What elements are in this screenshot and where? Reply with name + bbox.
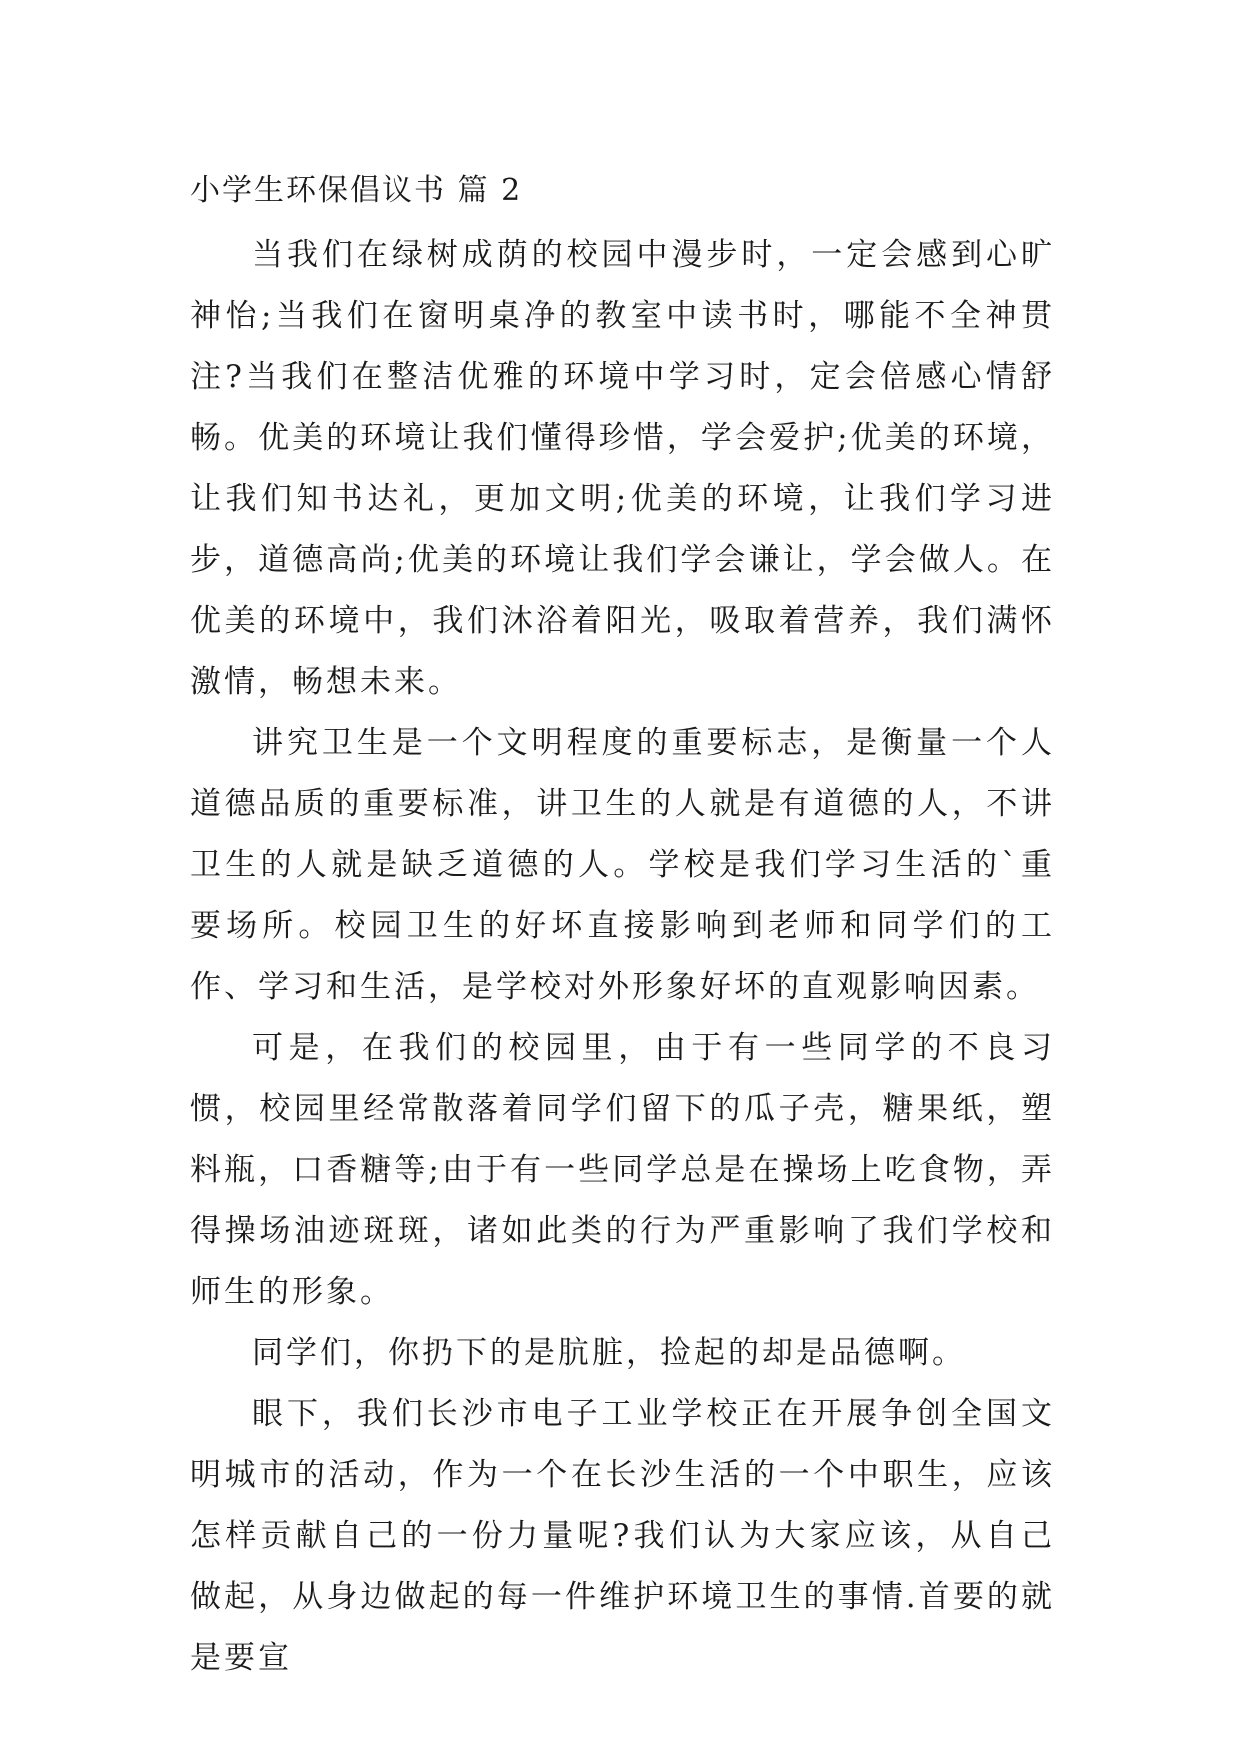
paragraph-3: 可是，在我们的校园里，由于有一些同学的不良习惯，校园里经常散落着同学们留下的瓜子壳，糖果纸，塑料瓶，口香糖等;由于有一些同学总是在操场上吃食物，弄得操场油迹斑斑，诸如此类的行为严重影响了我们学校和师生的形象。 bbox=[190, 1030, 1055, 1310]
paragraph-5: 眼下，我们长沙市电子工业学校正在开展争创全国文明城市的活动，作为一个在长沙生活的一个中职生，应该怎样贡献自己的一份力量呢?我们认为大家应该，从自己做起，从身边做起的每一件维护环境卫生的事情.首要的就是要宣 bbox=[190, 1396, 1055, 1676]
paragraph-4: 同学们，你扔下的是肮脏，捡起的却是品德啊。 bbox=[252, 1335, 966, 1371]
paragraph-1: 当我们在绿树成荫的校园中漫步时，一定会感到心旷神怡;当我们在窗明桌净的教室中读书时，哪能不全神贯注?当我们在整洁优雅的环境中学习时，定会倍感心情舒畅。优美的环境让我们懂得珍惜，学会爱护;优美的环境，让我们知书达礼，更加文明;优美的环境，让我们学习进步，道德高尚;优美的环境让我们学会谦让，学会做人。在优美的环境中，我们沐浴着阳光，吸取着营养，我们满怀激情，畅想未来。 bbox=[190, 237, 1055, 700]
document-title: 小学生环保倡议书 篇 2 bbox=[190, 173, 523, 208]
document-body bbox=[190, 165, 1055, 1689]
paragraph-2: 讲究卫生是一个文明程度的重要标志，是衡量一个人道德品质的重要标准，讲卫生的人就是有道德的人，不讲卫生的人就是缺乏道德的人。学校是我们学习生活的`重要场所。校园卫生的好坏直接影响到老师和同学们的工作、学习和生活，是学校对外形象好坏的直观影响因素。 bbox=[190, 725, 1055, 1005]
